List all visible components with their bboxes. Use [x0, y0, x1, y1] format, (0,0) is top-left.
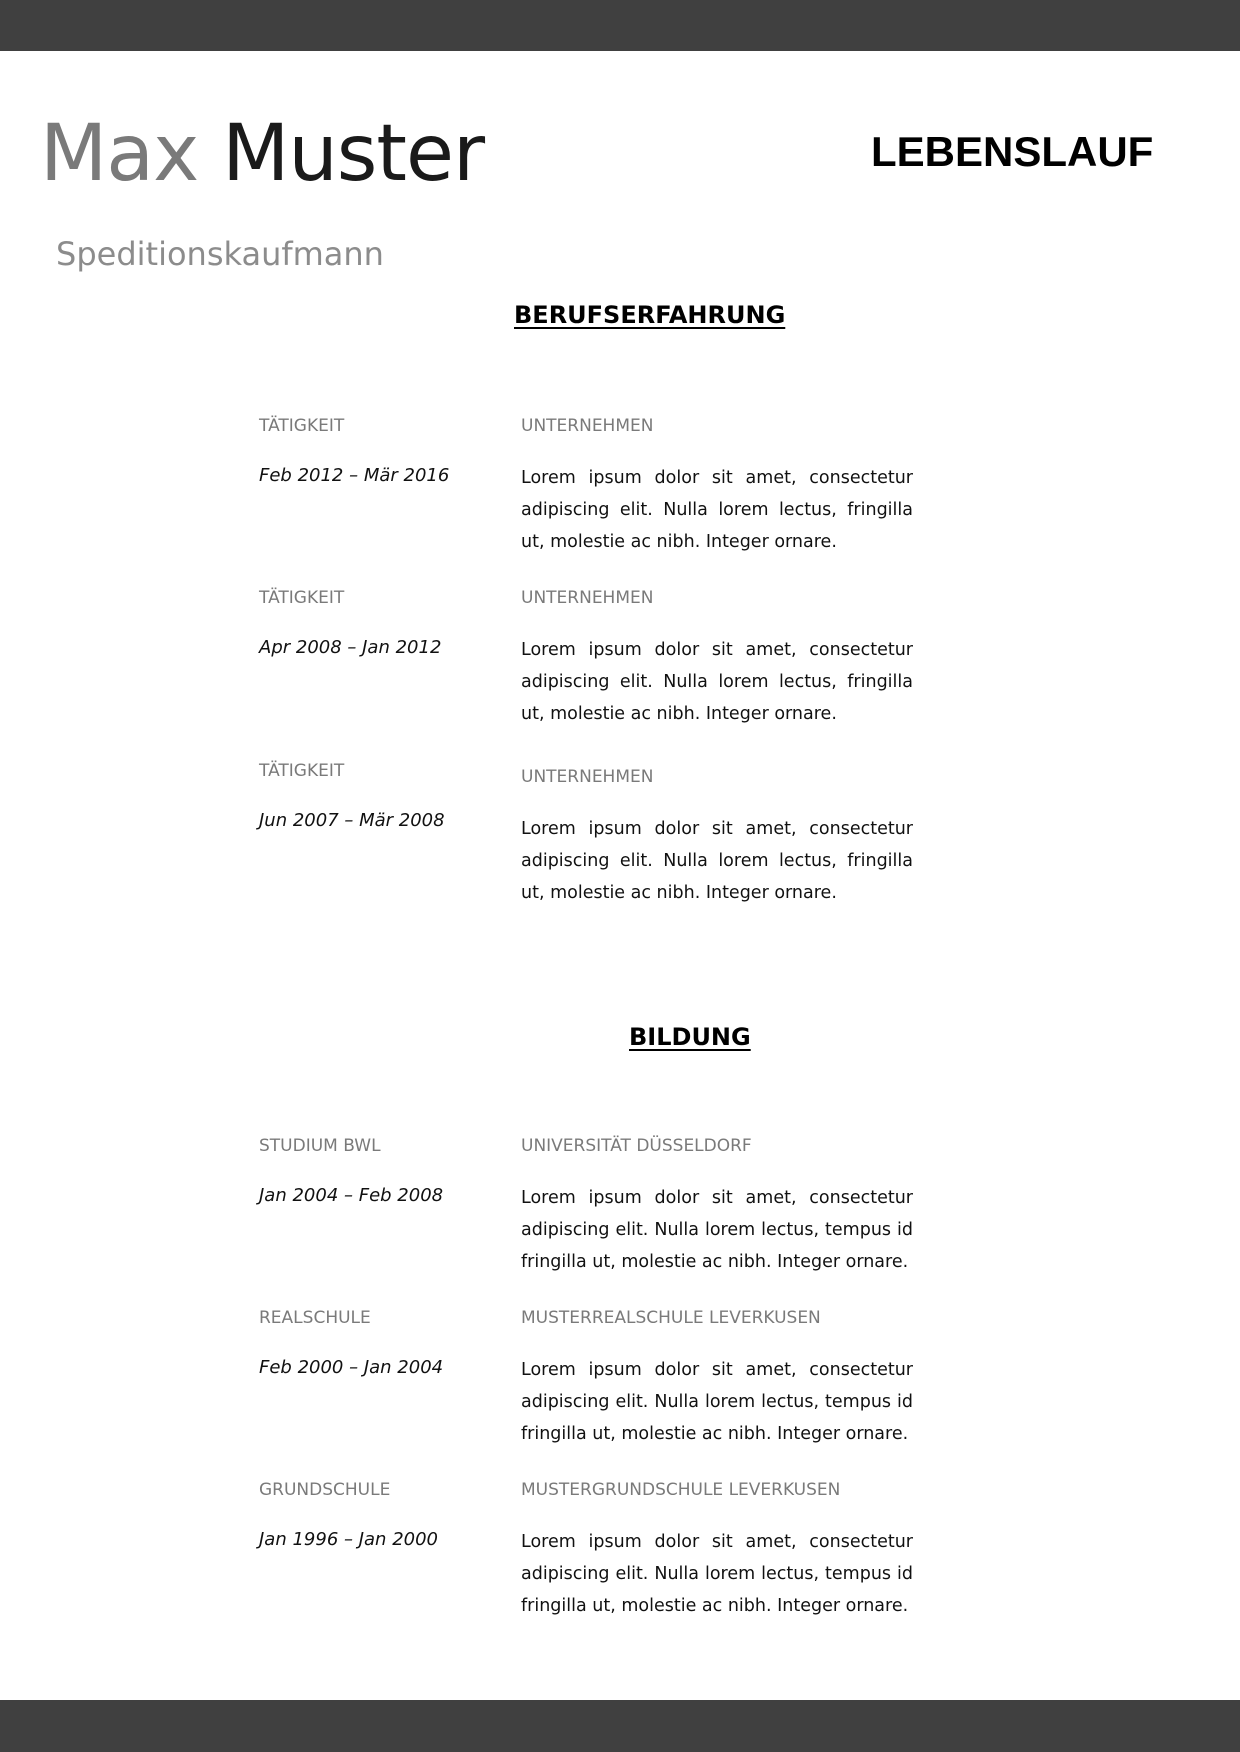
document-title: LEBENSLAUF — [871, 128, 1154, 175]
entry-description: Lorem ipsum dolor sit amet, consectetur adipiscing elit. Nulla lorem lectus, tempus id fringilla ut, molestie ac nibh. Integer ornare. — [521, 1188, 913, 1272]
entry-organization: MUSTERGRUNDSCHULE LEVERKUSEN — [521, 1480, 841, 1500]
entry-organization: UNTERNEHMEN — [521, 767, 654, 787]
entry-role: TÄTIGKEIT — [259, 588, 345, 608]
bottom-bar — [0, 1700, 1240, 1752]
experience-entry — [259, 586, 915, 736]
entry-description: Lorem ipsum dolor sit amet, consectetur adipiscing elit. Nulla lorem lectus, fringilla ut, molestie ac nibh. Integer ornare. — [521, 468, 913, 552]
entry-organization: MUSTERREALSCHULE LEVERKUSEN — [521, 1308, 821, 1328]
entry-role: STUDIUM BWL — [259, 1136, 381, 1156]
entry-period: Jan 1996 – Jan 2000 — [259, 1529, 438, 1550]
job-title: Speditionskaufmann — [56, 235, 384, 273]
entry-role: REALSCHULE — [259, 1308, 371, 1328]
entry-organization: UNTERNEHMEN — [521, 416, 654, 436]
entry-role: TÄTIGKEIT — [259, 761, 345, 781]
last-name: Muster — [222, 109, 485, 199]
experience-entry — [259, 759, 915, 909]
entry-period: Apr 2008 – Jan 2012 — [259, 637, 442, 658]
entry-description: Lorem ipsum dolor sit amet, consectetur adipiscing elit. Nulla lorem lectus, fringilla ut, molestie ac nibh. Integer ornare. — [521, 640, 913, 724]
entry-period: Feb 2012 – Mär 2016 — [259, 465, 450, 486]
entry-organization: UNTERNEHMEN — [521, 588, 654, 608]
education-entry — [259, 1134, 915, 1284]
candidate-name — [40, 104, 484, 204]
experience-entry — [259, 414, 915, 564]
education-heading: BILDUNG — [629, 1023, 751, 1051]
entry-role: GRUNDSCHULE — [259, 1480, 391, 1500]
entry-description: Lorem ipsum dolor sit amet, consectetur adipiscing elit. Nulla lorem lectus, fringilla ut, molestie ac nibh. Integer ornare. — [521, 819, 913, 903]
first-name: Max — [40, 109, 199, 199]
entry-period: Feb 2000 – Jan 2004 — [259, 1357, 444, 1378]
education-entry — [259, 1306, 915, 1456]
entry-description: Lorem ipsum dolor sit amet, consectetur adipiscing elit. Nulla lorem lectus, tempus id fringilla ut, molestie ac nibh. Integer ornare. — [521, 1532, 913, 1616]
entry-period: Jan 2004 – Feb 2008 — [259, 1185, 444, 1206]
top-bar — [0, 0, 1240, 51]
entry-description: Lorem ipsum dolor sit amet, consectetur adipiscing elit. Nulla lorem lectus, tempus id fringilla ut, molestie ac nibh. Integer ornare. — [521, 1360, 913, 1444]
entry-role: TÄTIGKEIT — [259, 416, 345, 436]
experience-heading: BERUFSERFAHRUNG — [514, 301, 786, 329]
entry-period: Jun 2007 – Mär 2008 — [259, 810, 445, 831]
education-entry — [259, 1478, 915, 1628]
entry-organization: UNIVERSITÄT DÜSSELDORF — [521, 1136, 752, 1156]
